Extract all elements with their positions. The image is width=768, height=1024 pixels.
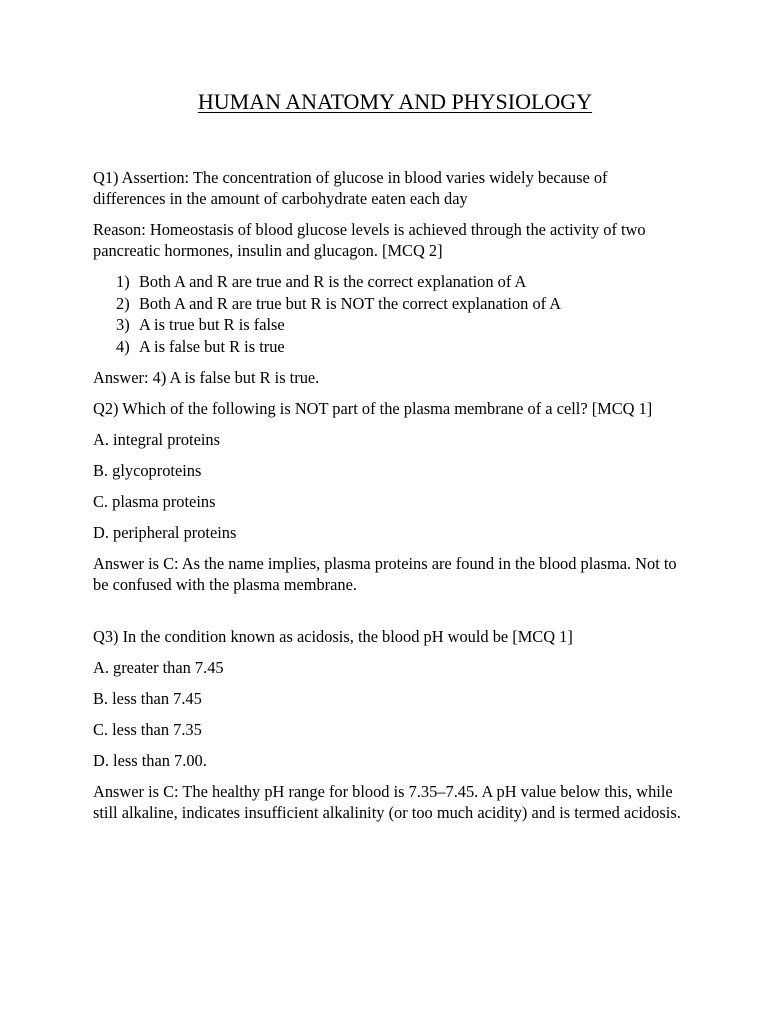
q1-option — [93, 314, 683, 336]
option-text: A is false but R is true — [139, 336, 285, 356]
option-text: Both A and R are true and R is the correct explanation of A — [139, 272, 527, 291]
q3-option: D. less than 7.00. — [93, 751, 207, 770]
option-number: 2) — [116, 293, 130, 313]
option-number: 4) — [116, 336, 130, 356]
q3-option: A. greater than 7.45 — [93, 658, 224, 677]
q2-answer: Answer is C: As the name implies, plasma proteins are found in the blood plasma. Not to be confused with the plasma membrane. — [93, 554, 677, 594]
q1-option — [93, 271, 683, 293]
q3-option: B. less than 7.45 — [93, 689, 202, 708]
option-text: Both A and R are true but R is NOT the correct explanation of A — [139, 293, 562, 313]
q3-question: Q3) In the condition known as acidosis, the blood pH would be [MCQ 1] — [93, 627, 573, 646]
q1-options-list — [93, 271, 683, 357]
document-body — [93, 167, 683, 833]
option-number: 3) — [116, 315, 130, 334]
q1-option — [93, 336, 683, 358]
q2-option: C. plasma proteins — [93, 492, 216, 511]
q1-answer: Answer: 4) A is false but R is true. — [93, 368, 320, 387]
q1-reason: Reason: Homeostasis of blood glucose levels is achieved through the activity of two pancreatic hormones, insulin and glucagon. [MCQ 2] — [93, 220, 646, 260]
q1-option — [93, 293, 683, 315]
q2-option: D. peripheral proteins — [93, 523, 237, 542]
option-number: 1) — [116, 272, 130, 291]
q3-option: C. less than 7.35 — [93, 720, 202, 739]
q2-question: Q2) Which of the following is NOT part of the plasma membrane of a cell? [MCQ 1] — [93, 399, 653, 418]
option-text: A is true but R is false — [139, 315, 285, 334]
q2-option: B. glycoproteins — [93, 461, 202, 480]
q3-answer: Answer is C: The healthy pH range for blood is 7.35–7.45. A pH value below this, while still alkaline, indicates insufficient alkalinity (or too much acidity) and is termed acidosis. — [93, 782, 681, 822]
q2-option: A. integral proteins — [93, 430, 220, 449]
page-title: HUMAN ANATOMY AND PHYSIOLOGY — [197, 89, 593, 114]
q1-assertion: Q1) Assertion: The concentration of glucose in blood varies widely because of differences in the amount of carbohydrate eaten each day — [93, 168, 608, 208]
